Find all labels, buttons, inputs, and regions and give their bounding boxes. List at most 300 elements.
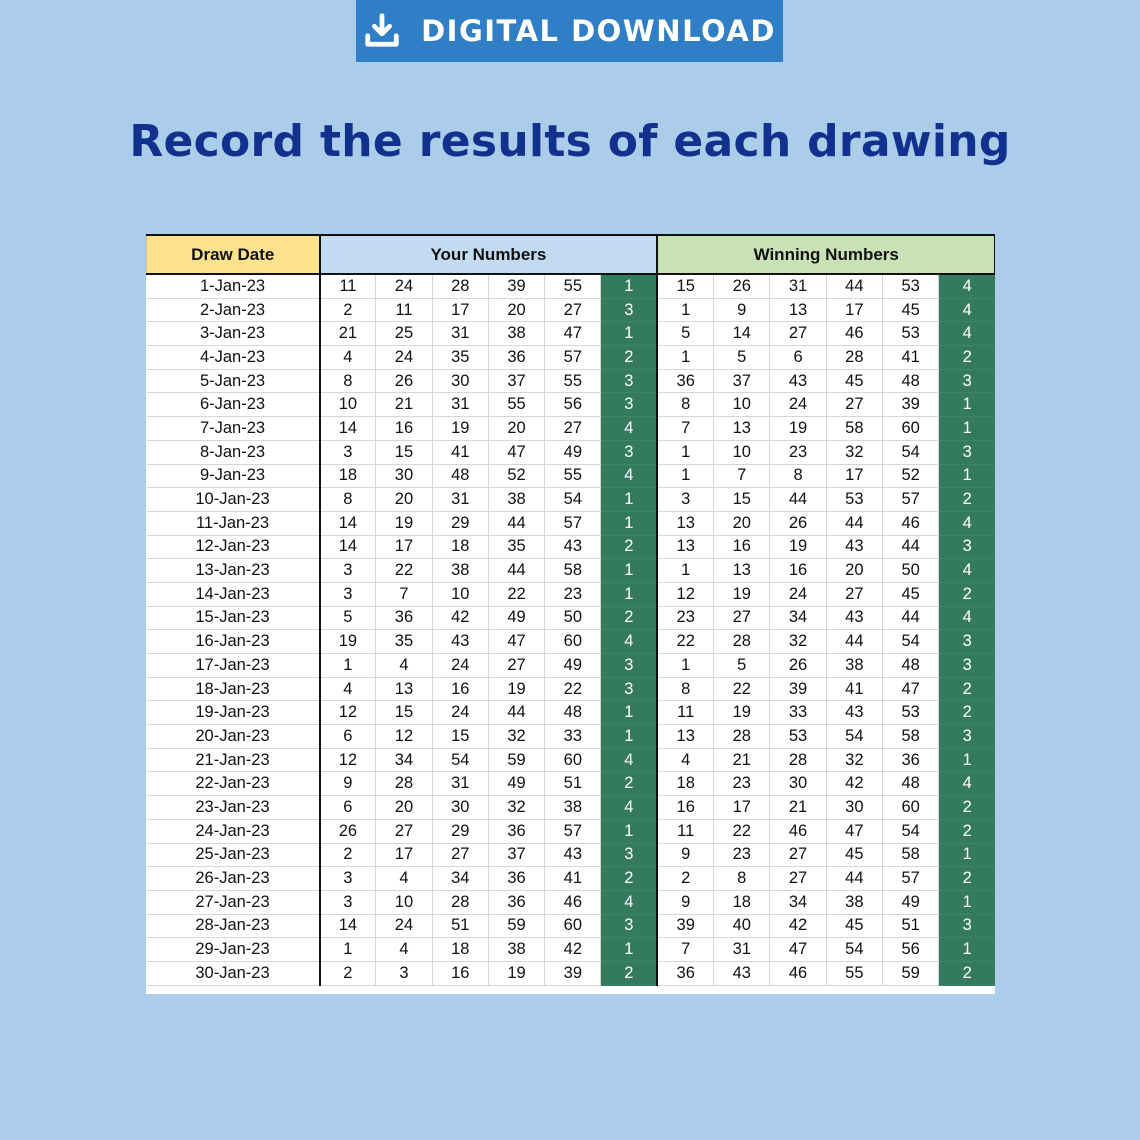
your-number-cell[interactable]: 33 — [545, 725, 601, 749]
winning-number-cell[interactable]: 53 — [883, 274, 939, 298]
winning-number-cell[interactable]: 44 — [883, 606, 939, 630]
winning-number-cell[interactable]: 21 — [714, 748, 770, 772]
winning-number-cell[interactable]: 58 — [826, 417, 882, 441]
winning-number-cell[interactable]: 22 — [714, 677, 770, 701]
winning-match-count-cell[interactable]: 3 — [939, 369, 995, 393]
winning-number-cell[interactable]: 19 — [714, 582, 770, 606]
winning-number-cell[interactable]: 38 — [826, 654, 882, 678]
your-number-cell[interactable]: 26 — [376, 369, 432, 393]
draw-date-cell[interactable]: 18-Jan-23 — [147, 677, 320, 701]
your-number-cell[interactable]: 29 — [432, 511, 488, 535]
draw-date-cell[interactable]: 1-Jan-23 — [147, 274, 320, 298]
your-number-cell[interactable]: 1 — [320, 654, 376, 678]
your-number-cell[interactable]: 49 — [545, 654, 601, 678]
your-number-cell[interactable]: 38 — [488, 488, 544, 512]
your-number-cell[interactable]: 15 — [376, 440, 432, 464]
your-number-cell[interactable]: 4 — [320, 677, 376, 701]
your-number-cell[interactable]: 42 — [545, 938, 601, 962]
your-match-count-cell[interactable]: 1 — [601, 488, 657, 512]
your-number-cell[interactable]: 30 — [432, 796, 488, 820]
draw-date-cell[interactable]: 20-Jan-23 — [147, 725, 320, 749]
your-number-cell[interactable]: 2 — [320, 843, 376, 867]
winning-number-cell[interactable]: 20 — [714, 511, 770, 535]
winning-number-cell[interactable]: 8 — [714, 867, 770, 891]
your-number-cell[interactable]: 19 — [488, 961, 544, 985]
your-number-cell[interactable]: 30 — [376, 464, 432, 488]
your-number-cell[interactable]: 51 — [432, 914, 488, 938]
winning-number-cell[interactable]: 27 — [826, 582, 882, 606]
winning-number-cell[interactable]: 23 — [770, 440, 826, 464]
your-match-count-cell[interactable]: 3 — [601, 843, 657, 867]
your-number-cell[interactable]: 57 — [545, 346, 601, 370]
winning-number-cell[interactable]: 54 — [826, 938, 882, 962]
winning-number-cell[interactable]: 58 — [883, 725, 939, 749]
winning-number-cell[interactable]: 44 — [826, 867, 882, 891]
draw-date-cell[interactable]: 5-Jan-23 — [147, 369, 320, 393]
draw-date-cell[interactable]: 16-Jan-23 — [147, 630, 320, 654]
winning-number-cell[interactable]: 27 — [770, 867, 826, 891]
winning-match-count-cell[interactable]: 3 — [939, 440, 995, 464]
draw-date-cell[interactable]: 15-Jan-23 — [147, 606, 320, 630]
winning-number-cell[interactable]: 41 — [826, 677, 882, 701]
winning-match-count-cell[interactable]: 2 — [939, 796, 995, 820]
winning-number-cell[interactable]: 56 — [883, 938, 939, 962]
winning-number-cell[interactable]: 36 — [657, 369, 713, 393]
your-number-cell[interactable]: 39 — [545, 961, 601, 985]
your-number-cell[interactable]: 59 — [488, 748, 544, 772]
your-number-cell[interactable]: 35 — [488, 535, 544, 559]
winning-number-cell[interactable]: 48 — [883, 772, 939, 796]
draw-date-cell[interactable]: 24-Jan-23 — [147, 819, 320, 843]
your-number-cell[interactable]: 20 — [376, 488, 432, 512]
your-match-count-cell[interactable]: 2 — [601, 867, 657, 891]
winning-number-cell[interactable]: 48 — [883, 654, 939, 678]
winning-number-cell[interactable]: 46 — [770, 961, 826, 985]
winning-number-cell[interactable]: 54 — [883, 630, 939, 654]
your-number-cell[interactable]: 15 — [432, 725, 488, 749]
winning-number-cell[interactable]: 48 — [883, 369, 939, 393]
your-number-cell[interactable]: 55 — [545, 274, 601, 298]
your-number-cell[interactable]: 16 — [432, 677, 488, 701]
winning-number-cell[interactable]: 27 — [826, 393, 882, 417]
your-number-cell[interactable]: 36 — [488, 890, 544, 914]
winning-number-cell[interactable]: 59 — [883, 961, 939, 985]
your-number-cell[interactable]: 49 — [488, 606, 544, 630]
winning-number-cell[interactable]: 7 — [657, 417, 713, 441]
winning-match-count-cell[interactable]: 2 — [939, 582, 995, 606]
your-match-count-cell[interactable]: 4 — [601, 748, 657, 772]
your-number-cell[interactable]: 35 — [376, 630, 432, 654]
your-number-cell[interactable]: 32 — [488, 796, 544, 820]
your-match-count-cell[interactable]: 3 — [601, 440, 657, 464]
winning-number-cell[interactable]: 28 — [826, 346, 882, 370]
your-number-cell[interactable]: 36 — [488, 867, 544, 891]
winning-number-cell[interactable]: 18 — [714, 890, 770, 914]
winning-number-cell[interactable]: 28 — [714, 630, 770, 654]
your-number-cell[interactable]: 6 — [320, 725, 376, 749]
your-match-count-cell[interactable]: 1 — [601, 582, 657, 606]
winning-number-cell[interactable]: 1 — [657, 559, 713, 583]
your-number-cell[interactable]: 16 — [432, 961, 488, 985]
your-number-cell[interactable]: 28 — [432, 890, 488, 914]
your-match-count-cell[interactable]: 3 — [601, 677, 657, 701]
draw-date-cell[interactable]: 10-Jan-23 — [147, 488, 320, 512]
winning-number-cell[interactable]: 57 — [883, 867, 939, 891]
winning-number-cell[interactable]: 45 — [826, 369, 882, 393]
your-number-cell[interactable]: 4 — [376, 938, 432, 962]
draw-date-cell[interactable]: 9-Jan-23 — [147, 464, 320, 488]
your-match-count-cell[interactable]: 3 — [601, 369, 657, 393]
your-match-count-cell[interactable]: 1 — [601, 819, 657, 843]
winning-number-cell[interactable]: 45 — [826, 843, 882, 867]
your-number-cell[interactable]: 52 — [488, 464, 544, 488]
winning-number-cell[interactable]: 60 — [883, 417, 939, 441]
winning-number-cell[interactable]: 28 — [770, 748, 826, 772]
winning-number-cell[interactable]: 11 — [657, 819, 713, 843]
winning-number-cell[interactable]: 34 — [770, 606, 826, 630]
your-number-cell[interactable]: 50 — [545, 606, 601, 630]
winning-match-count-cell[interactable]: 1 — [939, 464, 995, 488]
winning-number-cell[interactable]: 32 — [770, 630, 826, 654]
winning-number-cell[interactable]: 36 — [883, 748, 939, 772]
winning-number-cell[interactable]: 13 — [770, 298, 826, 322]
winning-number-cell[interactable]: 43 — [826, 701, 882, 725]
winning-number-cell[interactable]: 42 — [826, 772, 882, 796]
your-match-count-cell[interactable]: 3 — [601, 654, 657, 678]
winning-number-cell[interactable]: 2 — [657, 867, 713, 891]
winning-number-cell[interactable]: 8 — [770, 464, 826, 488]
winning-match-count-cell[interactable]: 2 — [939, 488, 995, 512]
your-number-cell[interactable]: 4 — [376, 867, 432, 891]
your-number-cell[interactable]: 44 — [488, 559, 544, 583]
winning-number-cell[interactable]: 17 — [826, 298, 882, 322]
your-number-cell[interactable]: 18 — [432, 938, 488, 962]
your-number-cell[interactable]: 44 — [488, 511, 544, 535]
your-match-count-cell[interactable]: 1 — [601, 701, 657, 725]
winning-number-cell[interactable]: 31 — [714, 938, 770, 962]
winning-number-cell[interactable]: 5 — [657, 322, 713, 346]
winning-number-cell[interactable]: 27 — [770, 322, 826, 346]
your-number-cell[interactable]: 55 — [488, 393, 544, 417]
draw-date-cell[interactable]: 7-Jan-23 — [147, 417, 320, 441]
draw-date-cell[interactable]: 11-Jan-23 — [147, 511, 320, 535]
your-number-cell[interactable]: 14 — [320, 535, 376, 559]
winning-number-cell[interactable]: 26 — [770, 511, 826, 535]
your-number-cell[interactable]: 31 — [432, 322, 488, 346]
your-number-cell[interactable]: 4 — [320, 346, 376, 370]
winning-match-count-cell[interactable]: 2 — [939, 961, 995, 985]
winning-match-count-cell[interactable]: 2 — [939, 819, 995, 843]
winning-number-cell[interactable]: 24 — [770, 582, 826, 606]
winning-match-count-cell[interactable]: 4 — [939, 559, 995, 583]
winning-match-count-cell[interactable]: 3 — [939, 630, 995, 654]
winning-match-count-cell[interactable]: 2 — [939, 867, 995, 891]
draw-date-cell[interactable]: 4-Jan-23 — [147, 346, 320, 370]
your-number-cell[interactable]: 41 — [545, 867, 601, 891]
winning-number-cell[interactable]: 28 — [714, 725, 770, 749]
your-number-cell[interactable]: 59 — [488, 914, 544, 938]
winning-match-count-cell[interactable]: 2 — [939, 677, 995, 701]
your-number-cell[interactable]: 27 — [545, 298, 601, 322]
winning-number-cell[interactable]: 45 — [883, 582, 939, 606]
draw-date-cell[interactable]: 14-Jan-23 — [147, 582, 320, 606]
your-number-cell[interactable]: 28 — [432, 274, 488, 298]
draw-date-cell[interactable]: 22-Jan-23 — [147, 772, 320, 796]
winning-number-cell[interactable]: 17 — [714, 796, 770, 820]
winning-number-cell[interactable]: 44 — [826, 630, 882, 654]
your-number-cell[interactable]: 4 — [376, 654, 432, 678]
winning-number-cell[interactable]: 13 — [714, 559, 770, 583]
winning-number-cell[interactable]: 43 — [714, 961, 770, 985]
your-number-cell[interactable]: 24 — [376, 346, 432, 370]
draw-date-cell[interactable]: 29-Jan-23 — [147, 938, 320, 962]
draw-date-cell[interactable]: 17-Jan-23 — [147, 654, 320, 678]
winning-number-cell[interactable]: 41 — [883, 346, 939, 370]
your-number-cell[interactable]: 39 — [488, 274, 544, 298]
winning-number-cell[interactable]: 43 — [770, 369, 826, 393]
winning-number-cell[interactable]: 44 — [770, 488, 826, 512]
winning-number-cell[interactable]: 15 — [657, 274, 713, 298]
your-number-cell[interactable]: 32 — [488, 725, 544, 749]
your-number-cell[interactable]: 12 — [376, 725, 432, 749]
your-number-cell[interactable]: 30 — [432, 369, 488, 393]
your-match-count-cell[interactable]: 1 — [601, 322, 657, 346]
your-number-cell[interactable]: 24 — [376, 914, 432, 938]
winning-number-cell[interactable]: 50 — [883, 559, 939, 583]
your-number-cell[interactable]: 47 — [545, 322, 601, 346]
winning-number-cell[interactable]: 33 — [770, 701, 826, 725]
winning-number-cell[interactable]: 46 — [770, 819, 826, 843]
your-number-cell[interactable]: 22 — [488, 582, 544, 606]
your-number-cell[interactable]: 3 — [320, 890, 376, 914]
winning-number-cell[interactable]: 6 — [770, 346, 826, 370]
draw-date-cell[interactable]: 3-Jan-23 — [147, 322, 320, 346]
winning-number-cell[interactable]: 13 — [657, 535, 713, 559]
winning-number-cell[interactable]: 45 — [826, 914, 882, 938]
winning-match-count-cell[interactable]: 1 — [939, 938, 995, 962]
winning-number-cell[interactable]: 45 — [883, 298, 939, 322]
your-number-cell[interactable]: 60 — [545, 914, 601, 938]
your-number-cell[interactable]: 27 — [488, 654, 544, 678]
your-number-cell[interactable]: 2 — [320, 961, 376, 985]
your-number-cell[interactable]: 37 — [488, 843, 544, 867]
winning-number-cell[interactable]: 55 — [826, 961, 882, 985]
winning-number-cell[interactable]: 27 — [714, 606, 770, 630]
winning-number-cell[interactable]: 14 — [714, 322, 770, 346]
winning-number-cell[interactable]: 16 — [770, 559, 826, 583]
your-number-cell[interactable]: 35 — [432, 346, 488, 370]
winning-match-count-cell[interactable]: 3 — [939, 654, 995, 678]
your-number-cell[interactable]: 43 — [545, 843, 601, 867]
your-number-cell[interactable]: 43 — [432, 630, 488, 654]
winning-number-cell[interactable]: 30 — [826, 796, 882, 820]
your-number-cell[interactable]: 60 — [545, 748, 601, 772]
winning-number-cell[interactable]: 31 — [770, 274, 826, 298]
winning-number-cell[interactable]: 42 — [770, 914, 826, 938]
your-number-cell[interactable]: 16 — [376, 417, 432, 441]
your-number-cell[interactable]: 49 — [488, 772, 544, 796]
your-number-cell[interactable]: 57 — [545, 819, 601, 843]
your-number-cell[interactable]: 27 — [376, 819, 432, 843]
your-number-cell[interactable]: 11 — [320, 274, 376, 298]
winning-number-cell[interactable]: 13 — [714, 417, 770, 441]
your-number-cell[interactable]: 34 — [432, 867, 488, 891]
winning-number-cell[interactable]: 23 — [657, 606, 713, 630]
winning-number-cell[interactable]: 54 — [883, 819, 939, 843]
draw-date-cell[interactable]: 27-Jan-23 — [147, 890, 320, 914]
winning-number-cell[interactable]: 18 — [657, 772, 713, 796]
your-number-cell[interactable]: 41 — [432, 440, 488, 464]
winning-number-cell[interactable]: 16 — [657, 796, 713, 820]
your-number-cell[interactable]: 2 — [320, 298, 376, 322]
winning-number-cell[interactable]: 46 — [883, 511, 939, 535]
your-match-count-cell[interactable]: 3 — [601, 914, 657, 938]
your-number-cell[interactable]: 36 — [488, 346, 544, 370]
winning-number-cell[interactable]: 4 — [657, 748, 713, 772]
winning-match-count-cell[interactable]: 3 — [939, 725, 995, 749]
winning-match-count-cell[interactable]: 4 — [939, 511, 995, 535]
your-number-cell[interactable]: 49 — [545, 440, 601, 464]
your-number-cell[interactable]: 21 — [376, 393, 432, 417]
your-number-cell[interactable]: 3 — [320, 867, 376, 891]
your-number-cell[interactable]: 21 — [320, 322, 376, 346]
winning-number-cell[interactable]: 26 — [714, 274, 770, 298]
winning-match-count-cell[interactable]: 4 — [939, 772, 995, 796]
your-number-cell[interactable]: 34 — [376, 748, 432, 772]
your-number-cell[interactable]: 24 — [432, 701, 488, 725]
winning-number-cell[interactable]: 46 — [826, 322, 882, 346]
winning-number-cell[interactable]: 44 — [883, 535, 939, 559]
your-number-cell[interactable]: 31 — [432, 772, 488, 796]
your-match-count-cell[interactable]: 2 — [601, 772, 657, 796]
winning-number-cell[interactable]: 10 — [714, 393, 770, 417]
your-number-cell[interactable]: 8 — [320, 488, 376, 512]
winning-number-cell[interactable]: 23 — [714, 843, 770, 867]
your-number-cell[interactable]: 3 — [376, 961, 432, 985]
your-match-count-cell[interactable]: 2 — [601, 961, 657, 985]
winning-number-cell[interactable]: 12 — [657, 582, 713, 606]
winning-number-cell[interactable]: 37 — [714, 369, 770, 393]
winning-number-cell[interactable]: 13 — [657, 725, 713, 749]
draw-date-cell[interactable]: 6-Jan-23 — [147, 393, 320, 417]
winning-number-cell[interactable]: 53 — [770, 725, 826, 749]
winning-number-cell[interactable]: 9 — [657, 890, 713, 914]
your-number-cell[interactable]: 26 — [320, 819, 376, 843]
winning-number-cell[interactable]: 1 — [657, 440, 713, 464]
your-number-cell[interactable]: 5 — [320, 606, 376, 630]
winning-number-cell[interactable]: 19 — [770, 417, 826, 441]
winning-number-cell[interactable]: 13 — [657, 511, 713, 535]
your-number-cell[interactable]: 36 — [488, 819, 544, 843]
your-match-count-cell[interactable]: 3 — [601, 393, 657, 417]
your-number-cell[interactable]: 56 — [545, 393, 601, 417]
draw-date-cell[interactable]: 21-Jan-23 — [147, 748, 320, 772]
winning-number-cell[interactable]: 47 — [770, 938, 826, 962]
your-number-cell[interactable]: 17 — [376, 535, 432, 559]
your-match-count-cell[interactable]: 1 — [601, 511, 657, 535]
your-number-cell[interactable]: 18 — [320, 464, 376, 488]
winning-number-cell[interactable]: 19 — [714, 701, 770, 725]
winning-number-cell[interactable]: 47 — [826, 819, 882, 843]
your-number-cell[interactable]: 20 — [376, 796, 432, 820]
winning-number-cell[interactable]: 17 — [826, 464, 882, 488]
winning-number-cell[interactable]: 58 — [883, 843, 939, 867]
your-number-cell[interactable]: 28 — [376, 772, 432, 796]
your-number-cell[interactable]: 38 — [488, 322, 544, 346]
winning-number-cell[interactable]: 38 — [826, 890, 882, 914]
winning-match-count-cell[interactable]: 2 — [939, 701, 995, 725]
your-number-cell[interactable]: 57 — [545, 511, 601, 535]
winning-number-cell[interactable]: 1 — [657, 346, 713, 370]
winning-match-count-cell[interactable]: 1 — [939, 393, 995, 417]
your-number-cell[interactable]: 37 — [488, 369, 544, 393]
your-match-count-cell[interactable]: 2 — [601, 346, 657, 370]
winning-number-cell[interactable]: 32 — [826, 440, 882, 464]
winning-number-cell[interactable]: 43 — [826, 606, 882, 630]
your-number-cell[interactable]: 48 — [545, 701, 601, 725]
draw-date-cell[interactable]: 2-Jan-23 — [147, 298, 320, 322]
your-number-cell[interactable]: 29 — [432, 819, 488, 843]
winning-number-cell[interactable]: 54 — [883, 440, 939, 464]
your-number-cell[interactable]: 10 — [376, 890, 432, 914]
draw-date-cell[interactable]: 8-Jan-23 — [147, 440, 320, 464]
winning-number-cell[interactable]: 16 — [714, 535, 770, 559]
winning-match-count-cell[interactable]: 4 — [939, 274, 995, 298]
your-number-cell[interactable]: 58 — [545, 559, 601, 583]
winning-number-cell[interactable]: 57 — [883, 488, 939, 512]
your-number-cell[interactable]: 47 — [488, 440, 544, 464]
your-number-cell[interactable]: 7 — [376, 582, 432, 606]
your-number-cell[interactable]: 38 — [432, 559, 488, 583]
your-number-cell[interactable]: 15 — [376, 701, 432, 725]
your-number-cell[interactable]: 47 — [488, 630, 544, 654]
draw-date-cell[interactable]: 26-Jan-23 — [147, 867, 320, 891]
your-number-cell[interactable]: 14 — [320, 914, 376, 938]
your-number-cell[interactable]: 43 — [545, 535, 601, 559]
your-number-cell[interactable]: 31 — [432, 393, 488, 417]
winning-number-cell[interactable]: 40 — [714, 914, 770, 938]
winning-number-cell[interactable]: 32 — [826, 748, 882, 772]
your-number-cell[interactable]: 14 — [320, 511, 376, 535]
winning-number-cell[interactable]: 47 — [883, 677, 939, 701]
your-match-count-cell[interactable]: 4 — [601, 464, 657, 488]
your-number-cell[interactable]: 42 — [432, 606, 488, 630]
your-match-count-cell[interactable]: 2 — [601, 535, 657, 559]
winning-number-cell[interactable]: 20 — [826, 559, 882, 583]
your-number-cell[interactable]: 10 — [432, 582, 488, 606]
winning-number-cell[interactable]: 34 — [770, 890, 826, 914]
your-match-count-cell[interactable]: 1 — [601, 559, 657, 583]
your-number-cell[interactable]: 48 — [432, 464, 488, 488]
winning-match-count-cell[interactable]: 1 — [939, 843, 995, 867]
winning-number-cell[interactable]: 1 — [657, 654, 713, 678]
winning-number-cell[interactable]: 53 — [883, 322, 939, 346]
your-number-cell[interactable]: 22 — [545, 677, 601, 701]
winning-number-cell[interactable]: 1 — [657, 298, 713, 322]
winning-number-cell[interactable]: 39 — [657, 914, 713, 938]
your-number-cell[interactable]: 10 — [320, 393, 376, 417]
your-number-cell[interactable]: 36 — [376, 606, 432, 630]
your-number-cell[interactable]: 51 — [545, 772, 601, 796]
your-number-cell[interactable]: 19 — [432, 417, 488, 441]
your-match-count-cell[interactable]: 3 — [601, 298, 657, 322]
your-number-cell[interactable]: 19 — [376, 511, 432, 535]
winning-number-cell[interactable]: 60 — [883, 796, 939, 820]
winning-number-cell[interactable]: 26 — [770, 654, 826, 678]
winning-number-cell[interactable]: 27 — [770, 843, 826, 867]
your-number-cell[interactable]: 11 — [376, 298, 432, 322]
your-number-cell[interactable]: 23 — [545, 582, 601, 606]
